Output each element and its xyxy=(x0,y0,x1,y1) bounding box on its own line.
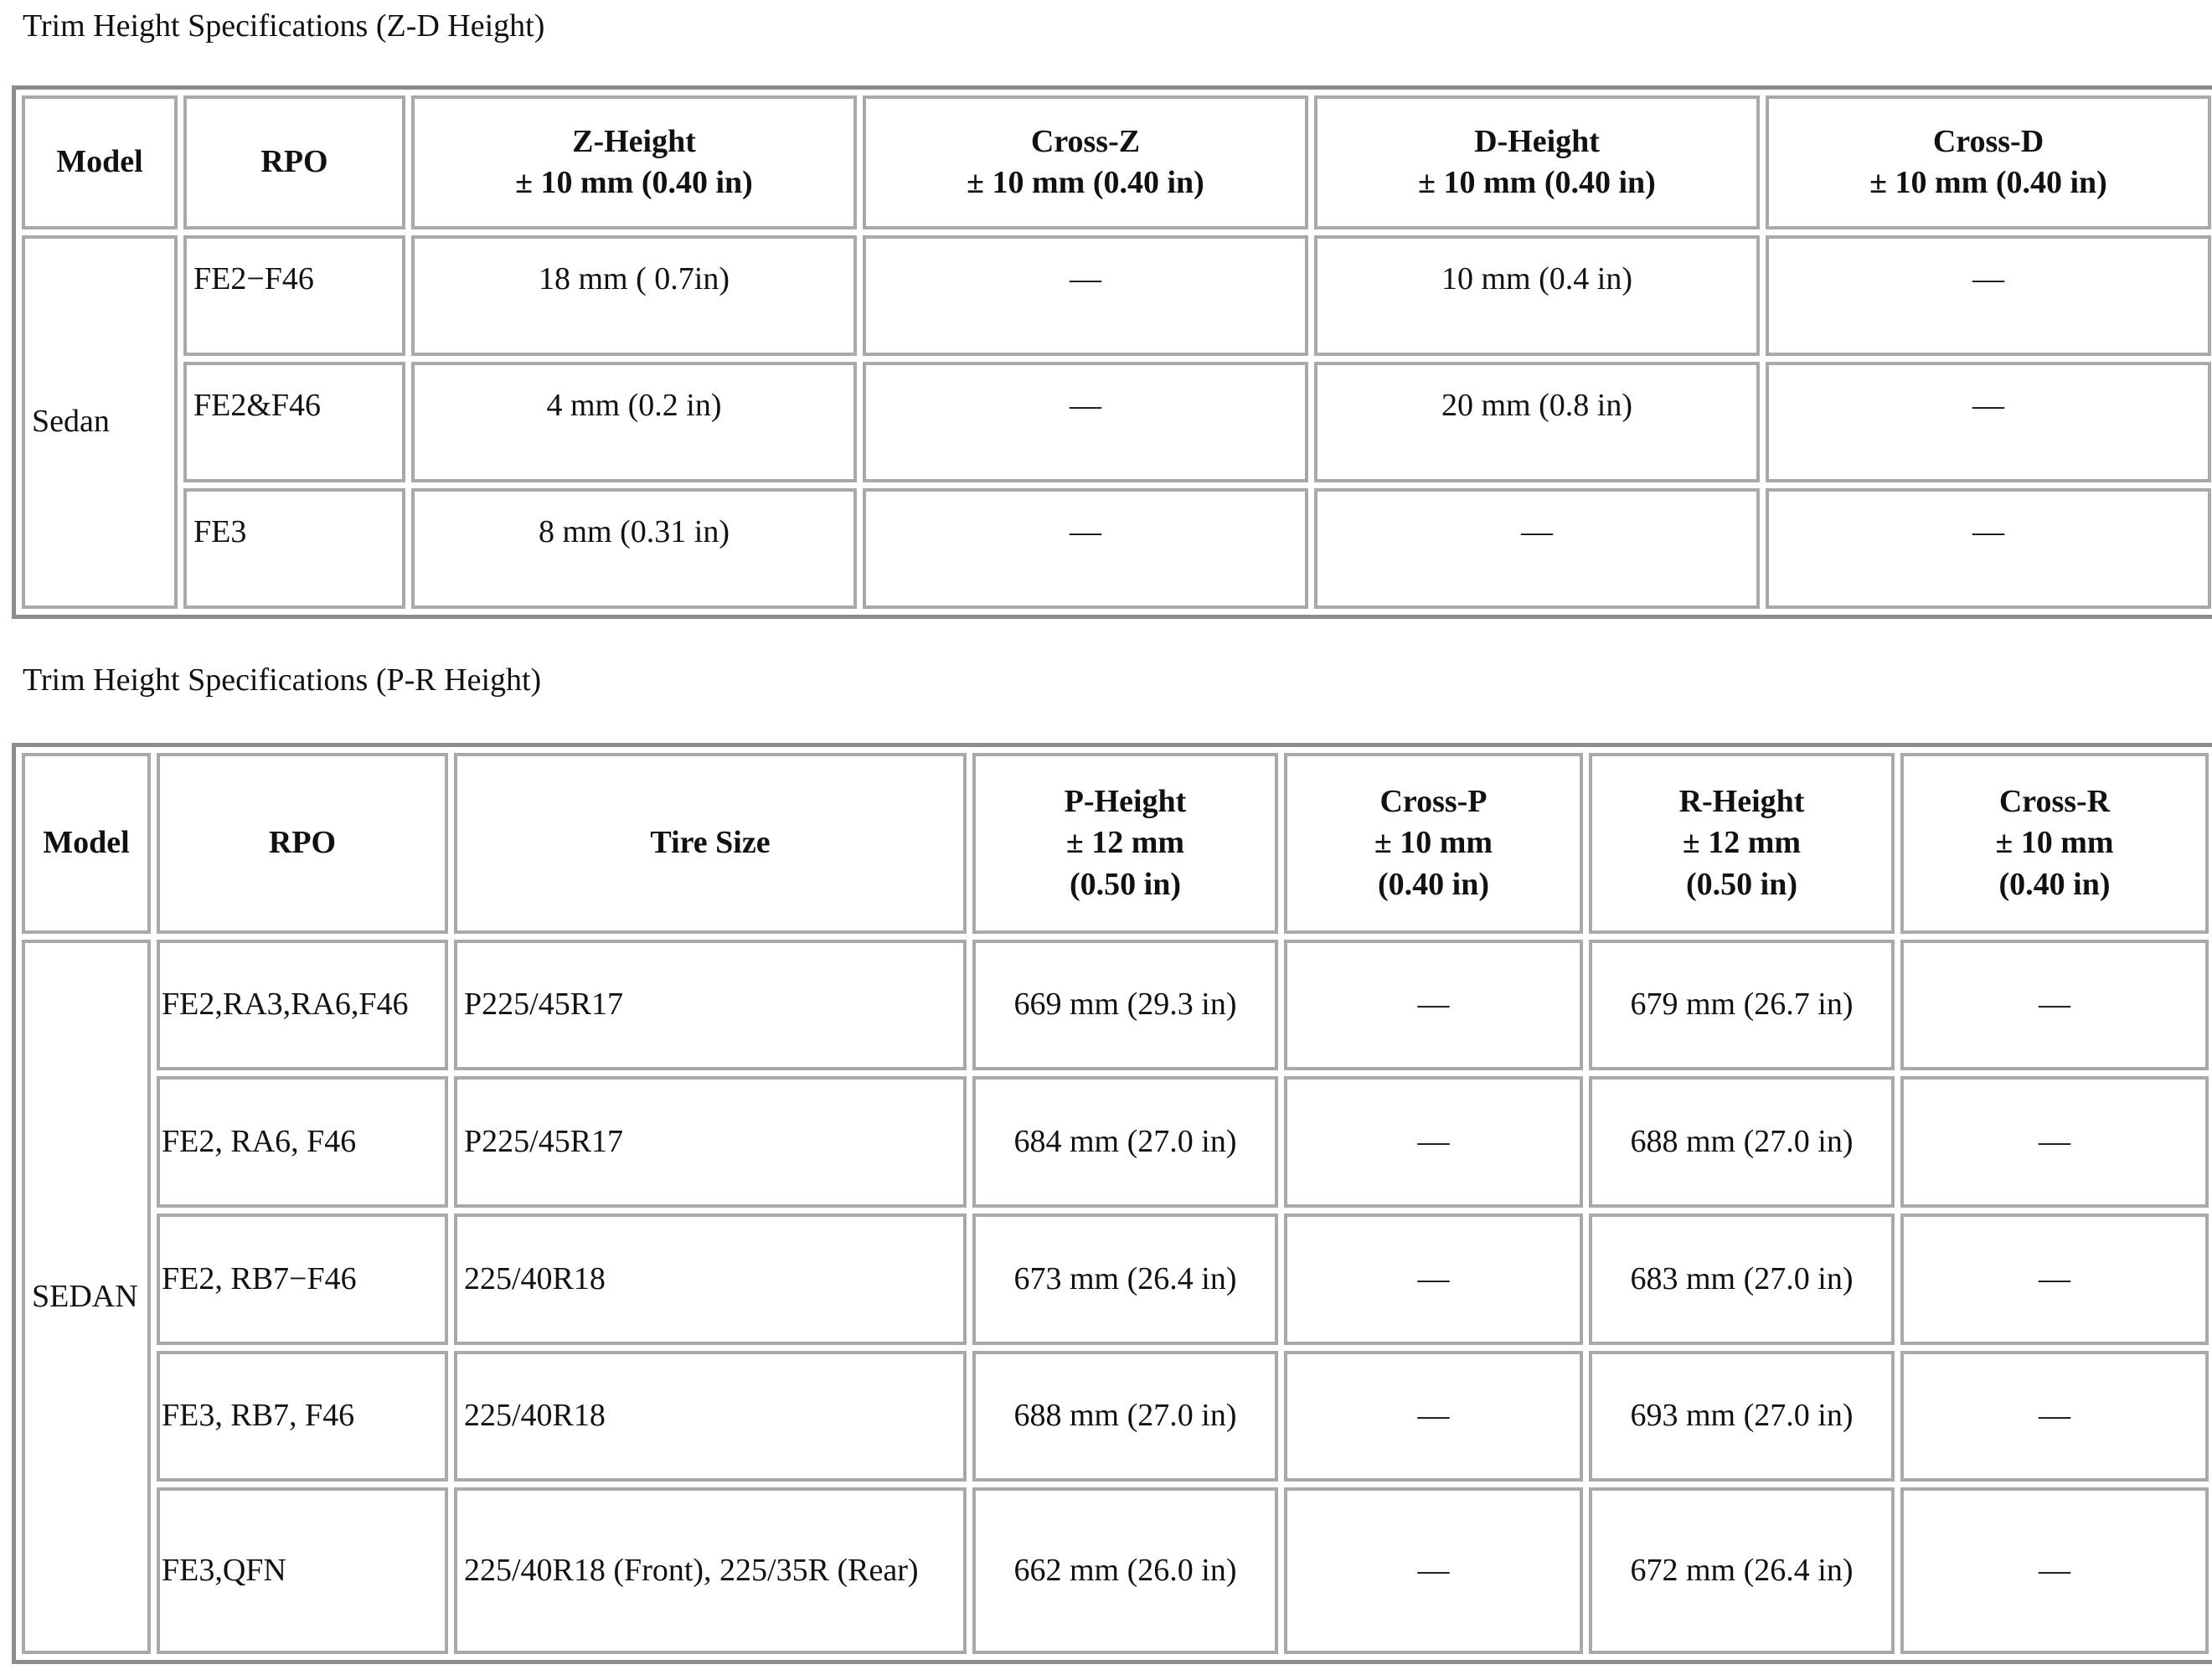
d-height-cell: — xyxy=(1314,488,1760,609)
header-cross-p-tolerance: ± 10 mm xyxy=(1374,825,1493,861)
header-cross-z xyxy=(863,95,1308,229)
table-row xyxy=(22,1487,2209,1654)
model-cell: SEDAN xyxy=(22,940,151,1654)
header-cross-d-tolerance: ± 10 mm (0.40 in) xyxy=(1869,165,2107,200)
z-height-cell: 4 mm (0.2 in) xyxy=(411,362,857,482)
header-cross-p-tolerance-in: (0.40 in) xyxy=(1378,866,1489,902)
rpo-cell: FE2,RA3,RA6,F46 xyxy=(157,940,448,1071)
r-height-cell: 688 mm (27.0 in) xyxy=(1589,1076,1895,1208)
header-cross-z-title: Cross-Z xyxy=(1030,123,1141,159)
r-height-cell: 683 mm (27.0 in) xyxy=(1589,1214,1895,1345)
z-height-cell: 8 mm (0.31 in) xyxy=(411,488,857,609)
p-height-cell: 684 mm (27.0 in) xyxy=(972,1076,1278,1208)
header-model: Model xyxy=(22,95,178,229)
tire-size-cell: P225/45R17 xyxy=(454,940,967,1071)
header-z-height-title: Z-Height xyxy=(572,123,696,159)
header-p-height xyxy=(972,753,1278,934)
table-header-row xyxy=(22,95,2211,229)
table-row xyxy=(22,1351,2209,1482)
header-d-height xyxy=(1314,95,1760,229)
table-row xyxy=(22,488,2211,609)
header-model: Model xyxy=(22,753,151,934)
d-height-cell: 10 mm (0.4 in) xyxy=(1314,235,1760,356)
z-height-cell: 18 mm ( 0.7in) xyxy=(411,235,857,356)
cross-p-cell: — xyxy=(1284,1351,1583,1482)
rpo-cell: FE2, RA6, F46 xyxy=(157,1076,448,1208)
cross-d-cell: — xyxy=(1766,362,2211,482)
tire-size-cell: 225/40R18 (Front), 225/35R (Rear) xyxy=(454,1487,967,1654)
tire-size-cell: 225/40R18 xyxy=(454,1214,967,1345)
header-z-height-tolerance: ± 10 mm (0.40 in) xyxy=(515,165,753,200)
header-cross-r-tolerance: ± 10 mm xyxy=(1995,825,2114,861)
cross-r-cell: — xyxy=(1900,940,2209,1071)
table-row xyxy=(22,235,2211,356)
header-rpo: RPO xyxy=(157,753,448,934)
cross-p-cell: — xyxy=(1284,1214,1583,1345)
r-height-cell: 679 mm (26.7 in) xyxy=(1589,940,1895,1071)
model-cell: Sedan xyxy=(22,235,178,609)
rpo-cell: FE2−F46 xyxy=(183,235,405,356)
table-row xyxy=(22,362,2211,482)
cross-r-cell: — xyxy=(1900,1487,2209,1654)
p-height-cell: 662 mm (26.0 in) xyxy=(972,1487,1278,1654)
rpo-cell: FE3 xyxy=(183,488,405,609)
header-p-height-tolerance: ± 12 mm xyxy=(1065,825,1185,861)
table-row xyxy=(22,940,2209,1071)
cross-z-cell: — xyxy=(863,235,1308,356)
cross-d-cell: — xyxy=(1766,488,2211,609)
tire-size-cell: 225/40R18 xyxy=(454,1351,967,1482)
table-row xyxy=(22,1214,2209,1345)
header-d-height-title: D-Height xyxy=(1474,123,1600,159)
header-tire-size: Tire Size xyxy=(454,753,967,934)
header-cross-r xyxy=(1900,753,2209,934)
header-cross-r-title: Cross-R xyxy=(1998,783,2111,819)
header-d-height-tolerance: ± 10 mm (0.40 in) xyxy=(1418,165,1656,200)
p-height-cell: 688 mm (27.0 in) xyxy=(972,1351,1278,1482)
p-height-cell: 673 mm (26.4 in) xyxy=(972,1214,1278,1345)
header-rpo: RPO xyxy=(183,95,405,229)
cross-r-cell: — xyxy=(1900,1214,2209,1345)
header-z-height xyxy=(411,95,857,229)
tire-size-cell: P225/45R17 xyxy=(454,1076,967,1208)
p-height-cell: 669 mm (29.3 in) xyxy=(972,940,1278,1071)
header-r-height xyxy=(1589,753,1895,934)
table-header-row xyxy=(22,753,2209,934)
header-r-height-title: R-Height xyxy=(1678,783,1805,819)
header-r-height-tolerance-in: (0.50 in) xyxy=(1686,866,1797,902)
header-p-height-title: P-Height xyxy=(1064,783,1187,819)
zd-height-table xyxy=(12,85,2212,619)
pr-height-table xyxy=(12,743,2212,1664)
header-cross-r-tolerance-in: (0.40 in) xyxy=(1998,866,2111,902)
cross-p-cell: — xyxy=(1284,1487,1583,1654)
header-cross-z-tolerance: ± 10 mm (0.40 in) xyxy=(967,165,1204,200)
header-cross-d-title: Cross-D xyxy=(1932,123,2044,159)
cross-d-cell: — xyxy=(1766,235,2211,356)
r-height-cell: 693 mm (27.0 in) xyxy=(1589,1351,1895,1482)
header-cross-p xyxy=(1284,753,1583,934)
cross-z-cell: — xyxy=(863,488,1308,609)
rpo-cell: FE2&F46 xyxy=(183,362,405,482)
rpo-cell: FE2, RB7−F46 xyxy=(157,1214,448,1345)
cross-p-cell: — xyxy=(1284,1076,1583,1208)
cross-z-cell: — xyxy=(863,362,1308,482)
table2-caption: Trim Height Specifications (P-R Height) xyxy=(23,662,542,698)
rpo-cell: FE3,QFN xyxy=(157,1487,448,1654)
header-p-height-tolerance-in: (0.50 in) xyxy=(1070,866,1181,902)
r-height-cell: 672 mm (26.4 in) xyxy=(1589,1487,1895,1654)
d-height-cell: 20 mm (0.8 in) xyxy=(1314,362,1760,482)
cross-r-cell: — xyxy=(1900,1076,2209,1208)
header-cross-p-title: Cross-P xyxy=(1379,783,1488,819)
header-cross-d xyxy=(1766,95,2211,229)
cross-r-cell: — xyxy=(1900,1351,2209,1482)
cross-p-cell: — xyxy=(1284,940,1583,1071)
table1-caption: Trim Height Specifications (Z-D Height) xyxy=(23,8,545,44)
header-r-height-tolerance: ± 12 mm xyxy=(1682,825,1802,861)
table-row xyxy=(22,1076,2209,1208)
rpo-cell: FE3, RB7, F46 xyxy=(157,1351,448,1482)
